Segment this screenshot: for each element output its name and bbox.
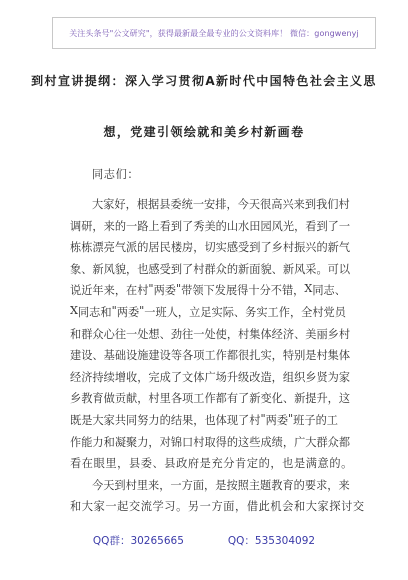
body-line: 经 济 持 续 增 收 ， 完 成 了 文 体 广 场 升 级 改 造 ， 组 织 乡 贤 为 家 xyxy=(70,370,351,384)
body-line: 说 近 年 来 ， 在 村 " 两 委 " 带 领 下 发 展 得 十 分 不 错 ， X 同 志 、 xyxy=(70,282,346,298)
body-line: 作 能 力 和 凝 聚 力 ， 对 锦 口 村 取 得 的 这 些 成 绩 ， 广 大 群 众 都 xyxy=(70,435,351,449)
header-notice-box xyxy=(52,17,376,49)
body-line: 大 家 好 ， 根 据 县 委 统 一 安 排 ， 今 天 很 高 兴 来 到 我 们 村 xyxy=(92,198,350,211)
body-line: 建 设 、 基 础 设 施 建 设 等 各 项 工 作 都 很 扎 实 ， 特 别 是 村 集 体 xyxy=(70,349,351,363)
body-line: 既 是 大 家 共 同 努 力 的 结 果 ， 也 体 现 了 村 " 两 委 " 班 子 的 工 xyxy=(70,412,338,427)
footer-qq: QQ：535304092 xyxy=(227,535,316,547)
footer-contacts xyxy=(0,533,408,548)
body-line: 调 研 ， 来 的 一 路 上 看 到 了 秀 美 的 山 水 田 园 风 光 ， 看 到 了 一 xyxy=(70,219,351,233)
header-notice: 关注头条号"公文研究"，获得最新最全最专业的公文资料库！ 微信：gongwenyj xyxy=(69,28,359,38)
body-line: 象 、 新 风 貌 ， 也 感 受 到 了 村 群 众 的 新 面 貌 、 新 风 采 。 可 以 xyxy=(70,262,351,276)
title-line-1: 到村宣讲提纲：深入学习贯彻A新时代中国特色社会主义思 xyxy=(31,74,377,88)
title-line-2: 想，党建引领绘就和美乡村新画卷 xyxy=(103,125,305,139)
body-line: 和大家一起交流学习。另一方面，借此机会和大家探讨交 xyxy=(70,500,365,514)
body-line: 栋 栋 漂 亮 气 派 的 居 民 楼 房 ， 切 实 感 受 到 了 乡 村 振 兴 的 新 气 xyxy=(70,241,351,255)
greeting: 同志们： xyxy=(92,168,140,181)
footer-qq-group: QQ群：30265665 xyxy=(92,535,184,547)
body-line: X 同 志 和 " 两 委 " 一 班 人 ， 立 足 实 际 、 务 实 工 作 ， 全 村 党 员 xyxy=(70,304,346,319)
body-line: 今 天 到 村 里 来 ， 一 方 面 ， 是 按 照 主 题 教 育 的 要 求 ， 来 xyxy=(92,478,350,492)
body-line: 看在眼里，县委、县政府是充分肯定的，也是满意的。 xyxy=(70,457,353,471)
body-line: 乡 教 育 做 贡 献 ， 村 里 各 项 工 作 都 有 了 新 变 化 、 新 提 升 ， 这 xyxy=(70,392,351,406)
body-line: 和 群 众 心 往 一 处 想 、 劲 往 一 处 使 ， 村 集 体 经 济 、 美 丽 乡 村 xyxy=(70,327,351,341)
